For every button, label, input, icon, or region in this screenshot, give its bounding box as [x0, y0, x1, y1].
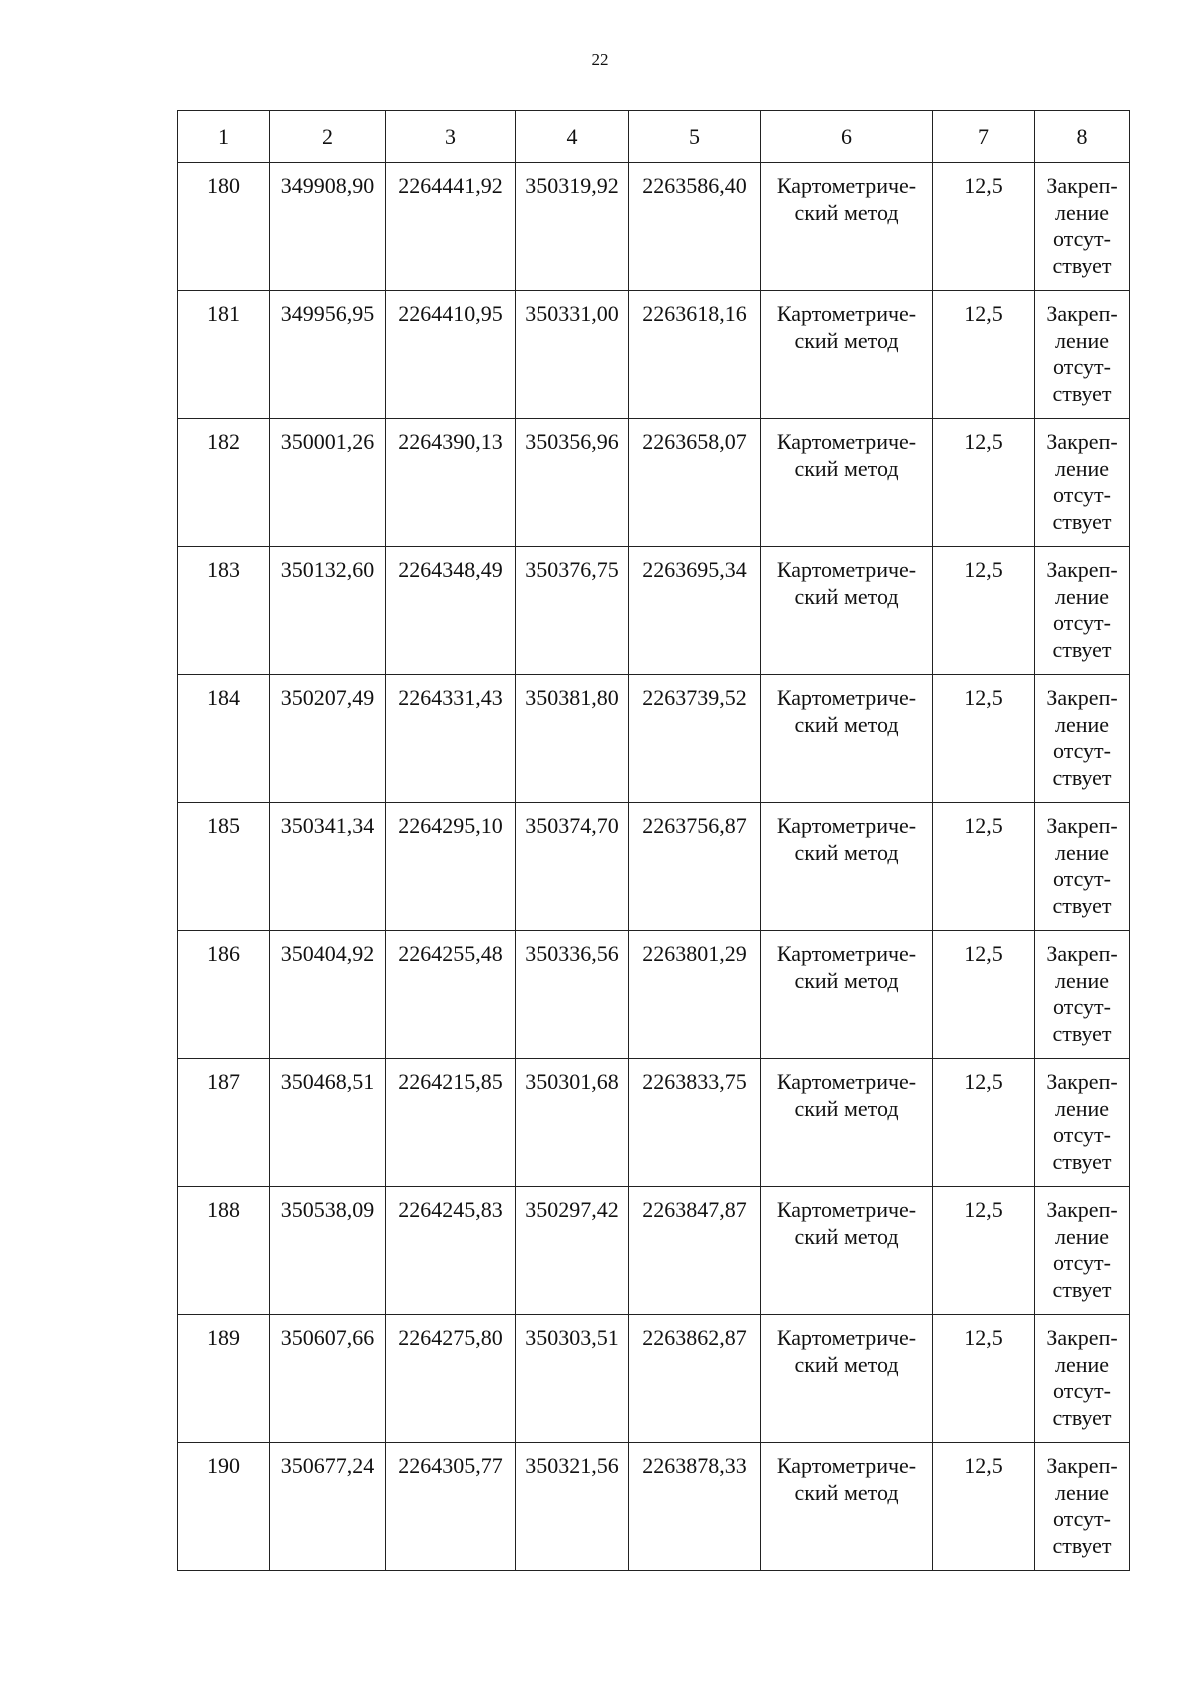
x-coord-cell: 350404,92: [270, 931, 386, 1059]
y-coord-cell: 2263739,52: [629, 675, 761, 803]
x-coord-cell: 350297,42: [516, 1187, 629, 1315]
table-row: [178, 931, 1130, 1059]
table-row: [178, 291, 1130, 419]
fixing-text-line: ление: [1054, 455, 1110, 481]
y-coord-cell: 2264348,49: [386, 547, 516, 675]
fixing-cell: [1035, 1059, 1130, 1187]
fixing-text-line: ствует: [1052, 252, 1112, 278]
x-coord-cell: 350677,24: [270, 1443, 386, 1571]
method-text-line: Картометриче-: [776, 301, 917, 326]
table-row: [178, 419, 1130, 547]
y-coord-cell: 2263658,07: [629, 419, 761, 547]
y-coord-cell: 2263833,75: [629, 1059, 761, 1187]
fixing-text-line: ствует: [1052, 1020, 1112, 1046]
fixing-cell: [1035, 291, 1130, 419]
accuracy-cell: 12,5: [933, 675, 1035, 803]
method-text-line: Картометриче-: [776, 429, 917, 454]
fixing-cell: [1035, 1187, 1130, 1315]
y-coord-cell: 2263847,87: [629, 1187, 761, 1315]
column-header: 5: [629, 111, 761, 163]
y-coord-cell: 2263878,33: [629, 1443, 761, 1571]
y-coord-cell: 2264390,13: [386, 419, 516, 547]
x-coord-cell: 350319,92: [516, 163, 629, 291]
accuracy-cell: 12,5: [933, 1059, 1035, 1187]
point-number-cell: 188: [178, 1187, 270, 1315]
accuracy-cell: 12,5: [933, 931, 1035, 1059]
accuracy-cell: 12,5: [933, 1443, 1035, 1571]
fixing-text-line: ление: [1054, 199, 1110, 225]
method-text-line: ский метод: [794, 455, 899, 481]
method-text-line: Картометриче-: [776, 1325, 917, 1350]
fixing-text-line: отсут-: [1052, 866, 1111, 891]
method-text-line: ский метод: [794, 711, 899, 737]
method-cell: [761, 1315, 933, 1443]
fixing-text-line: отсут-: [1052, 1506, 1111, 1531]
method-text-line: ский метод: [794, 327, 899, 353]
fixing-text-line: Закреп-: [1046, 1325, 1118, 1350]
column-header: 3: [386, 111, 516, 163]
method-text-line: ский метод: [794, 839, 899, 865]
point-number-cell: 189: [178, 1315, 270, 1443]
x-coord-cell: 350468,51: [270, 1059, 386, 1187]
fixing-text-line: ствует: [1052, 1532, 1112, 1558]
table-row: [178, 675, 1130, 803]
x-coord-cell: 349908,90: [270, 163, 386, 291]
fixing-text-line: отсут-: [1052, 1250, 1111, 1275]
y-coord-cell: 2264441,92: [386, 163, 516, 291]
x-coord-cell: 350207,49: [270, 675, 386, 803]
x-coord-cell: 350336,56: [516, 931, 629, 1059]
fixing-text-line: Закреп-: [1046, 173, 1118, 198]
point-number-cell: 184: [178, 675, 270, 803]
method-text-line: ский метод: [794, 1479, 899, 1505]
accuracy-cell: 12,5: [933, 419, 1035, 547]
fixing-cell: [1035, 931, 1130, 1059]
method-text-line: Картометриче-: [776, 1197, 917, 1222]
fixing-cell: [1035, 163, 1130, 291]
accuracy-cell: 12,5: [933, 547, 1035, 675]
fixing-cell: [1035, 547, 1130, 675]
point-number-cell: 180: [178, 163, 270, 291]
method-cell: [761, 1187, 933, 1315]
y-coord-cell: 2264275,80: [386, 1315, 516, 1443]
fixing-cell: [1035, 1443, 1130, 1571]
fixing-text-line: Закреп-: [1046, 685, 1118, 710]
page-number: 22: [591, 50, 609, 69]
fixing-text-line: ление: [1054, 967, 1110, 993]
table-row: [178, 1443, 1130, 1571]
method-text-line: ский метод: [794, 583, 899, 609]
y-coord-cell: 2264215,85: [386, 1059, 516, 1187]
method-cell: [761, 803, 933, 931]
fixing-text-line: ление: [1054, 327, 1110, 353]
point-number-cell: 186: [178, 931, 270, 1059]
fixing-cell: [1035, 419, 1130, 547]
fixing-text-line: отсут-: [1052, 354, 1111, 379]
method-cell: [761, 1443, 933, 1571]
y-coord-cell: 2264410,95: [386, 291, 516, 419]
fixing-text-line: отсут-: [1052, 1378, 1111, 1403]
x-coord-cell: 350376,75: [516, 547, 629, 675]
point-number-cell: 181: [178, 291, 270, 419]
point-number-cell: 187: [178, 1059, 270, 1187]
column-header: 6: [761, 111, 933, 163]
y-coord-cell: 2263862,87: [629, 1315, 761, 1443]
fixing-text-line: ление: [1054, 711, 1110, 737]
fixing-text-line: Закреп-: [1046, 813, 1118, 838]
fixing-text-line: ствует: [1052, 1148, 1112, 1174]
fixing-text-line: Закреп-: [1046, 1453, 1118, 1478]
fixing-text-line: отсут-: [1052, 994, 1111, 1019]
fixing-text-line: ствует: [1052, 1276, 1112, 1302]
method-text-line: Картометриче-: [776, 685, 917, 710]
method-text-line: Картометриче-: [776, 1453, 917, 1478]
fixing-text-line: ствует: [1052, 636, 1112, 662]
method-cell: [761, 419, 933, 547]
table-row: [178, 1187, 1130, 1315]
method-text-line: ский метод: [794, 1095, 899, 1121]
x-coord-cell: 350374,70: [516, 803, 629, 931]
table-header-row: [178, 111, 1130, 163]
method-text-line: ский метод: [794, 199, 899, 225]
y-coord-cell: 2263695,34: [629, 547, 761, 675]
fixing-text-line: ствует: [1052, 508, 1112, 534]
method-cell: [761, 547, 933, 675]
x-coord-cell: 350321,56: [516, 1443, 629, 1571]
fixing-cell: [1035, 675, 1130, 803]
table-body: [178, 163, 1130, 1571]
x-coord-cell: 350132,60: [270, 547, 386, 675]
fixing-text-line: ление: [1054, 1479, 1110, 1505]
point-number-cell: 183: [178, 547, 270, 675]
point-number-cell: 182: [178, 419, 270, 547]
fixing-text-line: отсут-: [1052, 738, 1111, 763]
method-text-line: Картометриче-: [776, 941, 917, 966]
table-row: [178, 1059, 1130, 1187]
accuracy-cell: 12,5: [933, 1315, 1035, 1443]
column-header: 1: [178, 111, 270, 163]
accuracy-cell: 12,5: [933, 291, 1035, 419]
fixing-text-line: Закреп-: [1046, 557, 1118, 582]
fixing-text-line: Закреп-: [1046, 429, 1118, 454]
point-number-cell: 185: [178, 803, 270, 931]
method-text-line: ский метод: [794, 967, 899, 993]
fixing-text-line: ление: [1054, 1351, 1110, 1377]
method-cell: [761, 931, 933, 1059]
table-row: [178, 163, 1130, 291]
fixing-text-line: Закреп-: [1046, 941, 1118, 966]
method-text-line: Картометриче-: [776, 813, 917, 838]
x-coord-cell: 350303,51: [516, 1315, 629, 1443]
column-header: 2: [270, 111, 386, 163]
fixing-text-line: отсут-: [1052, 226, 1111, 251]
fixing-text-line: Закреп-: [1046, 301, 1118, 326]
x-coord-cell: 350538,09: [270, 1187, 386, 1315]
column-header: 7: [933, 111, 1035, 163]
fixing-text-line: отсут-: [1052, 482, 1111, 507]
method-text-line: Картометриче-: [776, 1069, 917, 1094]
fixing-text-line: ствует: [1052, 380, 1112, 406]
method-text-line: Картометриче-: [776, 173, 917, 198]
fixing-text-line: ствует: [1052, 1404, 1112, 1430]
method-text-line: ский метод: [794, 1351, 899, 1377]
y-coord-cell: 2264245,83: [386, 1187, 516, 1315]
column-header: 4: [516, 111, 629, 163]
fixing-cell: [1035, 803, 1130, 931]
method-cell: [761, 163, 933, 291]
table-row: [178, 803, 1130, 931]
method-cell: [761, 675, 933, 803]
y-coord-cell: 2263756,87: [629, 803, 761, 931]
fixing-text-line: отсут-: [1052, 1122, 1111, 1147]
method-text-line: ский метод: [794, 1223, 899, 1249]
x-coord-cell: 350381,80: [516, 675, 629, 803]
fixing-text-line: Закреп-: [1046, 1197, 1118, 1222]
fixing-text-line: ление: [1054, 1095, 1110, 1121]
method-text-line: Картометриче-: [776, 557, 917, 582]
coordinates-table: [177, 110, 1130, 1571]
y-coord-cell: 2264255,48: [386, 931, 516, 1059]
fixing-cell: [1035, 1315, 1130, 1443]
fixing-text-line: отсут-: [1052, 610, 1111, 635]
fixing-text-line: ствует: [1052, 764, 1112, 790]
point-number-cell: 190: [178, 1443, 270, 1571]
x-coord-cell: 350331,00: [516, 291, 629, 419]
fixing-text-line: ствует: [1052, 892, 1112, 918]
accuracy-cell: 12,5: [933, 1187, 1035, 1315]
table-row: [178, 547, 1130, 675]
y-coord-cell: 2263801,29: [629, 931, 761, 1059]
accuracy-cell: 12,5: [933, 163, 1035, 291]
fixing-text-line: ление: [1054, 583, 1110, 609]
accuracy-cell: 12,5: [933, 803, 1035, 931]
x-coord-cell: 350001,26: [270, 419, 386, 547]
y-coord-cell: 2264331,43: [386, 675, 516, 803]
y-coord-cell: 2264305,77: [386, 1443, 516, 1571]
fixing-text-line: Закреп-: [1046, 1069, 1118, 1094]
table-row: [178, 1315, 1130, 1443]
x-coord-cell: 350301,68: [516, 1059, 629, 1187]
fixing-text-line: ление: [1054, 839, 1110, 865]
y-coord-cell: 2264295,10: [386, 803, 516, 931]
y-coord-cell: 2263618,16: [629, 291, 761, 419]
x-coord-cell: 350341,34: [270, 803, 386, 931]
method-cell: [761, 291, 933, 419]
x-coord-cell: 349956,95: [270, 291, 386, 419]
x-coord-cell: 350607,66: [270, 1315, 386, 1443]
y-coord-cell: 2263586,40: [629, 163, 761, 291]
fixing-text-line: ление: [1054, 1223, 1110, 1249]
column-header: 8: [1035, 111, 1130, 163]
method-cell: [761, 1059, 933, 1187]
x-coord-cell: 350356,96: [516, 419, 629, 547]
